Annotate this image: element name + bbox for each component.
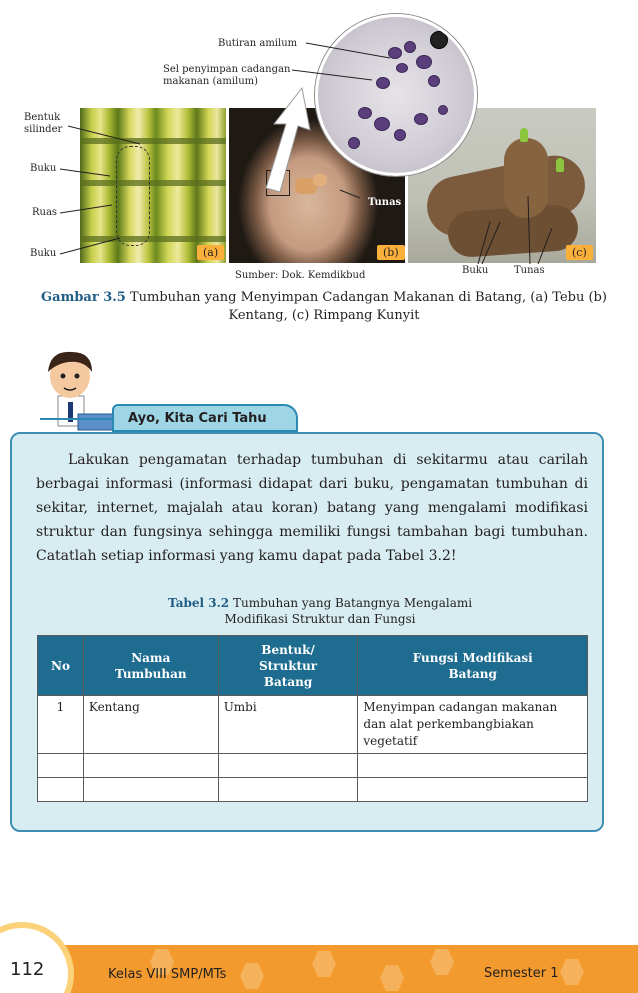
table-header-bentuk: Bentuk/ Struktur Batang: [218, 636, 358, 696]
table-caption-number: Tabel 3.2: [167, 596, 230, 610]
student-character-icon: [28, 344, 118, 434]
activity-paragraph: Lakukan pengamatan terhadap tumbuhan di sekitarmu atau carilah berbagai informasi (informasi didapat dari buku, pengamatan tumbuhan di sekitar, internet, majalah atau koran) batang yang mengalami modifikasi struktur dan fungsinya sehingga memiliki fungsi tambahan bagi tumbuhan. Catatlah setiap informasi yang kamu dapat pada Tabel 3.2!: [36, 452, 588, 564]
table-cell[interactable]: [38, 754, 84, 778]
footer-semester: Semester 1: [484, 966, 559, 981]
table-header-no: No: [38, 636, 84, 696]
table-caption: [150, 595, 490, 627]
figure-caption-number: Gambar 3.5: [41, 290, 126, 305]
tag-b: (b): [377, 245, 405, 260]
figure-caption: [34, 289, 614, 325]
table-row: [38, 754, 588, 778]
label-bentuk-silinder: Bentuk silinder: [24, 112, 63, 135]
table-header-row: [38, 636, 588, 696]
table-cell[interactable]: [358, 754, 588, 778]
table-cell[interactable]: [218, 778, 358, 802]
table-cell[interactable]: [83, 778, 218, 802]
label-sel-penyimpan: Sel penyimpan cadangan makanan (amilum): [163, 64, 291, 87]
figure-caption-text: Tumbuhan yang Menyimpan Cadangan Makanan di Batang, (a) Tebu (b) Kentang, (c) Rimpang Kunyit: [125, 290, 607, 323]
label-buku-2: Buku: [30, 248, 57, 259]
tag-a: (a): [197, 245, 224, 260]
page-number: 112: [10, 959, 45, 980]
table-cell: Menyimpan cadangan makanan dan alat perkembangbiakan vegetatif: [358, 696, 588, 754]
leader-lines: [0, 0, 638, 290]
figure-3-5: [0, 0, 638, 330]
observation-table: [37, 635, 588, 802]
label-buku-c: Buku: [462, 265, 489, 276]
figure-source: Sumber: Dok. Kemdikbud: [235, 270, 366, 281]
table-cell[interactable]: [358, 778, 588, 802]
table-cell: Kentang: [83, 696, 218, 754]
label-ruas: Ruas: [32, 207, 58, 218]
table-cell: 1: [38, 696, 84, 754]
activity-banner: Ayo, Kita Cari Tahu: [112, 404, 298, 432]
label-tunas-b: Tunas: [368, 197, 402, 208]
banner-line: [40, 418, 120, 420]
table-cell[interactable]: [83, 754, 218, 778]
footer-book-title: Kelas VIII SMP/MTs: [108, 967, 227, 982]
table-cell: Umbi: [218, 696, 358, 754]
table-cell[interactable]: [218, 754, 358, 778]
label-buku-1: Buku: [30, 163, 57, 174]
table-row: [38, 778, 588, 802]
tag-c: (c): [566, 245, 593, 260]
table-header-fungsi: Fungsi Modifikasi Batang: [358, 636, 588, 696]
table-caption-text: Tumbuhan yang Batangnya Mengalami Modifikasi Struktur dan Fungsi: [224, 596, 473, 626]
table-cell[interactable]: [38, 778, 84, 802]
label-tunas-c: Tunas: [514, 265, 545, 276]
page-number-badge: [0, 922, 74, 993]
table-row: [38, 696, 588, 754]
label-butiran-amilum: Butiran amilum: [218, 38, 298, 49]
table-header-nama: Nama Tumbuhan: [83, 636, 218, 696]
